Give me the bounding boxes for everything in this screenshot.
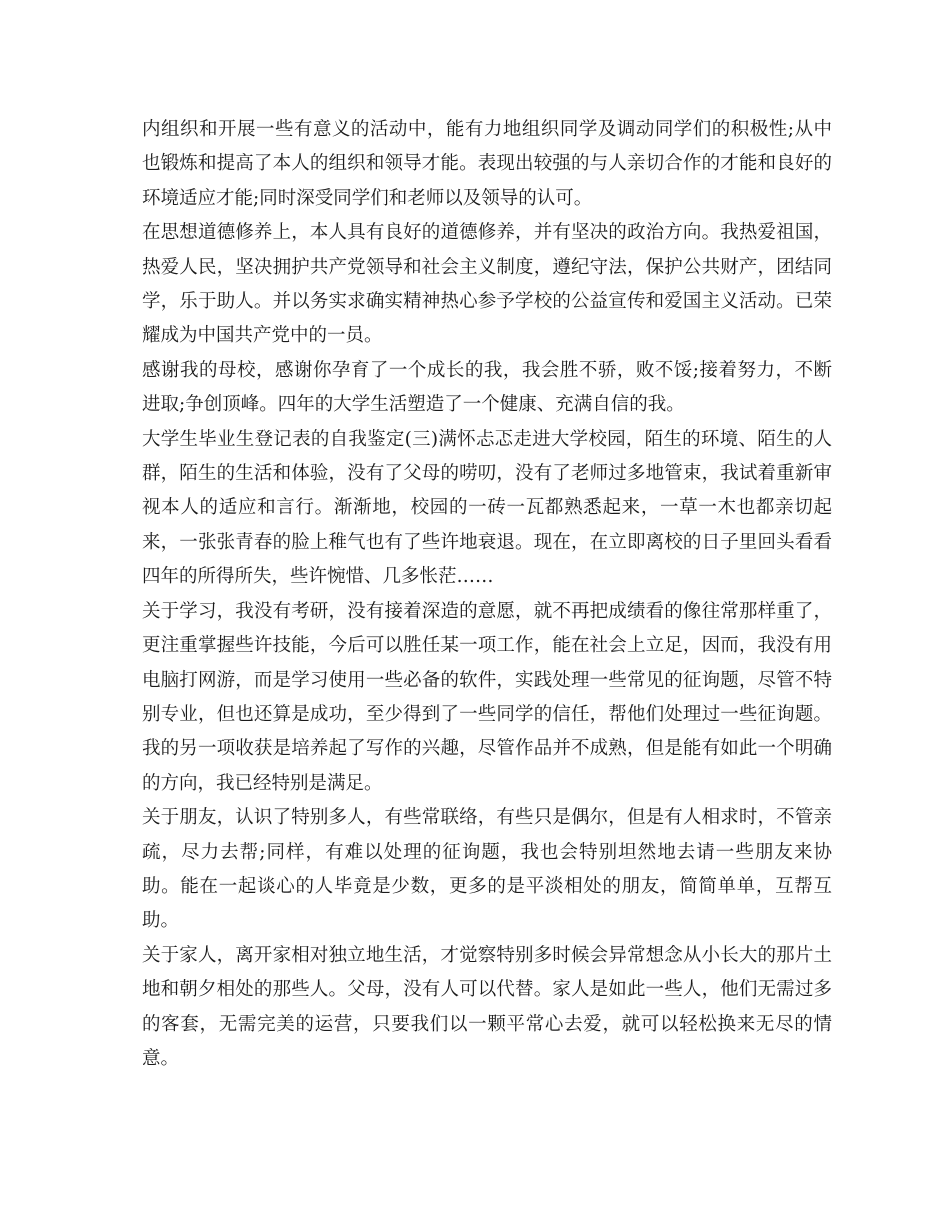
paragraph-study: 关于学习，我没有考研，没有接着深造的意愿，就不再把成绩看的像往常那样重了，更注重掌握些许技能，今后可以胜任某一项工作，能在社会上立足，因而，我没有用电脑打网游，而是学习使用一些必备的软件，实践处理一些常见的征询题，尽管不特别专业，但也还算是成功，至少得到了一些同学的信任，帮他们处理过一些征询题。我的另一项收获是培养起了写作的兴趣，尽管作品并不成熟，但是能有如此一个明确的方向，我已经特别是满足。 (142, 600, 832, 794)
document-body (142, 113, 832, 1076)
paragraph-organization: 内组织和开展一些有意义的活动中，能有力地组织同学及调动同学们的积极性;从中也锻炼和提高了本人的组织和领导才能。表现出较强的与人亲切合作的才能和良好的环境适应才能;同时深受同学们和老师以及领导的认可。 (142, 119, 832, 209)
paragraph-friends: 关于朋友，认识了特别多人，有些常联络，有些只是偶尔，但是有人相求时，不管亲疏，尽力去帮;同样，有难以处理的征询题，我也会特别坦然地去请一些朋友来协助。能在一起谈心的人毕竟是少数，更多的是平淡相处的朋友，简简单单，互帮互助。 (142, 807, 832, 932)
paragraph-family: 关于家人，离开家相对独立地生活，才觉察特别多时候会异常想念从小长大的那片土地和朝夕相处的那些人。父母，没有人可以代替。家人是如此一些人，他们无需过多的客套，无需完美的运营，只要我们以一颗平常心去爱，就可以轻松换来无尽的情意。 (142, 944, 832, 1069)
paragraph-self-assessment: 大学生毕业生登记表的自我鉴定(三)满怀忐忑走进大学校园，陌生的环境、陌生的人群，陌生的生活和体验，没有了父母的唠叨，没有了老师过多地管束，我试着重新审视本人的适应和言行。渐渐地，校园的一砖一瓦都熟悉起来，一草一木也都亲切起来，一张张青春的脸上稚气也有了些许地衰退。现在，在立即离校的日子里回头看看四年的所得所失，些许惋惜、几多怅茫…… (142, 428, 832, 588)
paragraph-moral-cultivation: 在思想道德修养上，本人具有良好的道德修养，并有坚决的政治方向。我热爱祖国，热爱人民，坚决拥护共产党领导和社会主义制度，遵纪守法，保护公共财产，团结同学，乐于助人。并以务实求确实精神热心参予学校的公益宣传和爱国主义活动。已荣耀成为中国共产党中的一员。 (142, 222, 832, 347)
paragraph-gratitude: 感谢我的母校，感谢你孕育了一个成长的我，我会胜不骄，败不馁;接着努力，不断进取;争创顶峰。四年的大学生活塑造了一个健康、充满自信的我。 (142, 359, 832, 416)
